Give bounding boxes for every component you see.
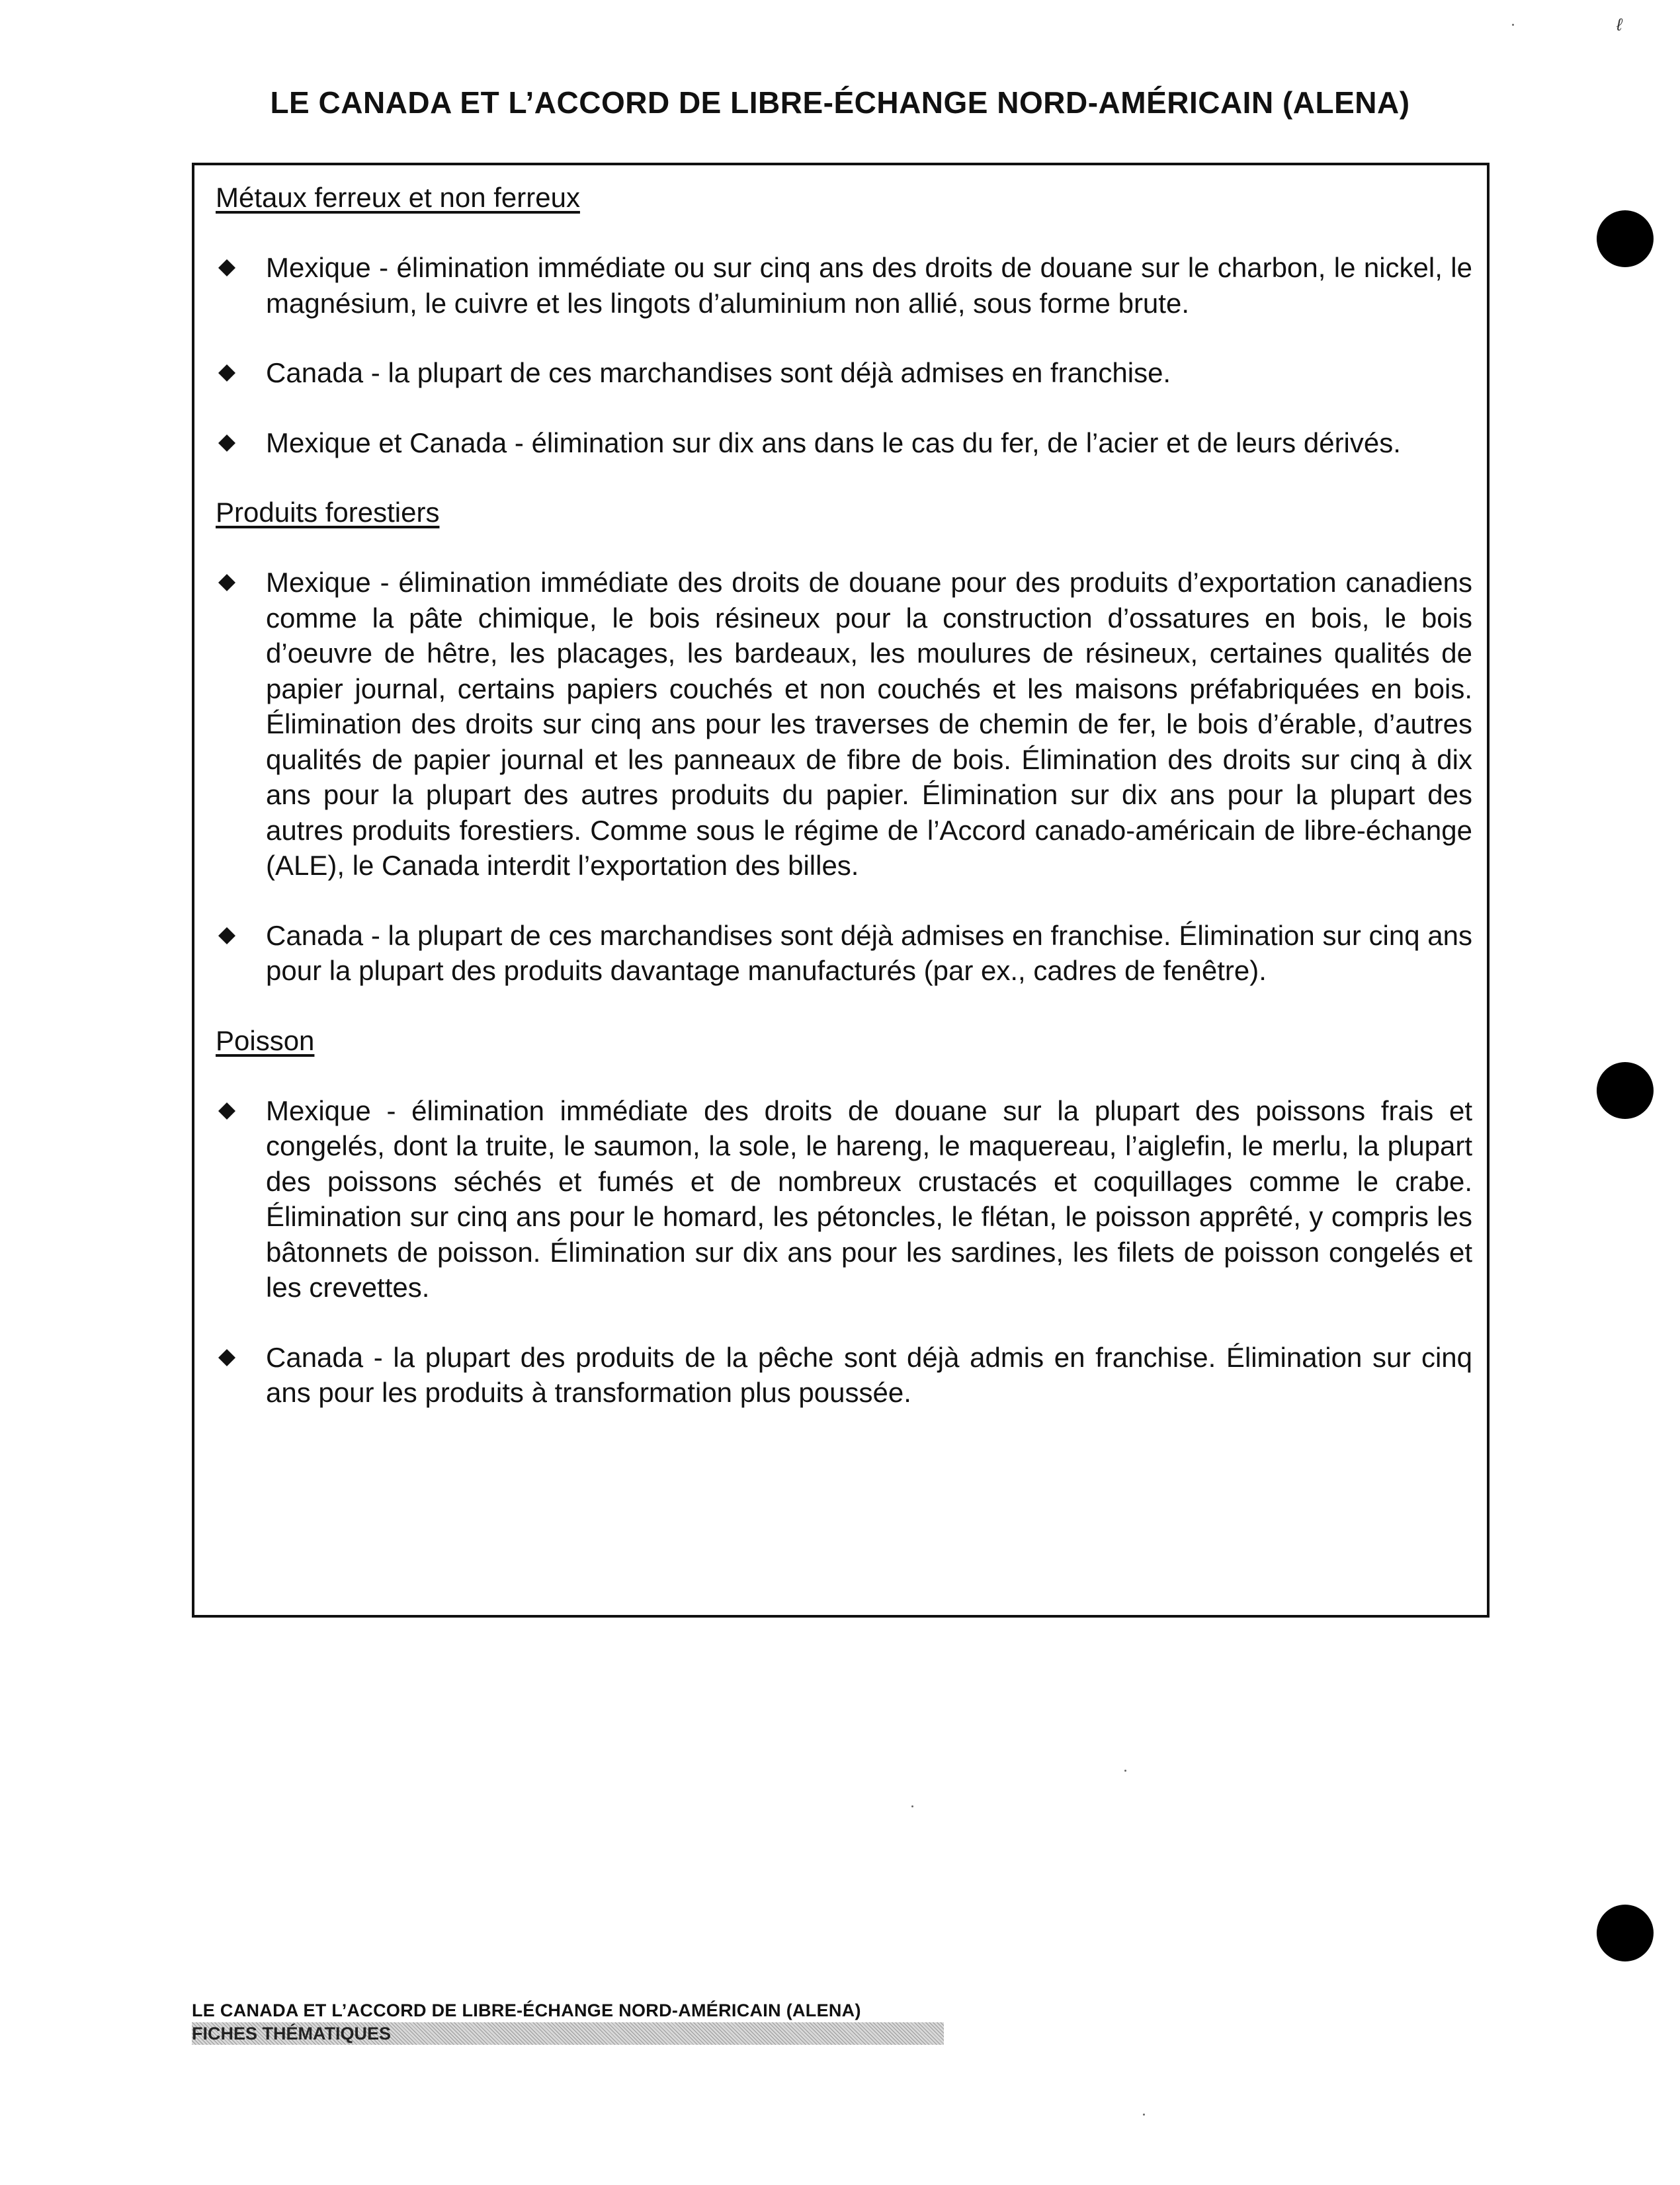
diamond-bullet-icon	[218, 927, 235, 944]
footer-title: LE CANADA ET L’ACCORD DE LIBRE-ÉCHANGE NORD-AMÉRICAIN (ALENA)	[192, 2000, 861, 2020]
section-metaux	[216, 180, 1472, 460]
list-item-text: Canada - la plupart de ces marchandises sont déjà admises en franchise.	[266, 357, 1171, 388]
list-item	[216, 250, 1472, 321]
corner-scan-mark: ℓ	[1617, 15, 1622, 34]
list-item	[216, 355, 1472, 391]
section-heading: Poisson	[216, 1024, 315, 1056]
diamond-bullet-icon	[218, 1102, 235, 1120]
list-item-text: Canada - la plupart de ces marchandises sont déjà admises en franchise. Élimination sur cinq ans pour la plupart des produits davantage manufacturés (par ex., cadres de fenêtre).	[266, 919, 1472, 986]
list-item-text: Canada - la plupart des produits de la pêche sont déjà admis en franchise. Élimination sur cinq ans pour les produits à transformation plus poussée.	[266, 1341, 1472, 1408]
list-item	[216, 425, 1472, 461]
list-item	[216, 918, 1472, 989]
diamond-bullet-icon	[218, 574, 235, 591]
diamond-bullet-icon	[218, 259, 235, 276]
scan-speck	[911, 1805, 913, 1807]
punch-hole-middle	[1597, 1062, 1654, 1119]
content-box-inner	[216, 180, 1472, 1411]
diamond-bullet-icon	[218, 1349, 235, 1366]
diamond-bullet-icon	[218, 434, 235, 452]
content-box	[192, 163, 1490, 1618]
scan-speck	[1512, 24, 1514, 26]
footer-subtitle-banner: FICHES THÉMATIQUES	[192, 2022, 944, 2045]
section-produits-forestiers	[216, 495, 1472, 989]
page-title: LE CANADA ET L’ACCORD DE LIBRE-ÉCHANGE NORD-AMÉRICAIN (ALENA)	[270, 85, 1410, 120]
list-item-text: Mexique - élimination immédiate des droits de douane sur la plupart des poissons frais et congelés, dont la truite, le saumon, la sole, le hareng, le maquereau, l’aiglefin, le merlu, la plupart des poissons séchés et fumés et de nombreux crustacés et coquillages comme le crabe. Élimination sur cinq ans pour le homard, les pétoncles, le flétan, le poisson apprêté, y compris les bâtonnets de poisson. Élimination sur dix ans pour les sardines, les filets de poisson congelés et les crevettes.	[266, 1094, 1472, 1303]
section-poisson	[216, 1023, 1472, 1411]
scan-speck	[1143, 2114, 1145, 2116]
diamond-bullet-icon	[218, 364, 235, 382]
list-item	[216, 1340, 1472, 1411]
list-item-text: Mexique - élimination immédiate ou sur cinq ans des droits de douane sur le charbon, le nickel, le magnésium, le cuivre et les lingots d’aluminium non allié, sous forme brute.	[266, 252, 1472, 319]
list-item-text: Mexique - élimination immédiate des droits de douane pour des produits d’exportation canadiens comme la pâte chimique, le bois résineux pour la construction d’ossatures en bois, le bois d’oeuvre de hêtre, les placages, les bardeaux, les moulures de résineux, certaines qualités de papier journal, certains papiers couchés et non couchés et les maisons préfabriquées en bois. Élimination des droits sur cinq ans pour les traverses de chemin de fer, le bois d’érable, d’autres qualités de papier journal et les panneaux de fibre de bois. Élimination des droits sur cinq à dix ans pour la plupart des autres produits du papier. Élimination sur dix ans pour la plupart des autres produits forestiers. Comme sous le régime de l’Accord canado-américain de libre-échange (ALE), le Canada interdit l’exportation des billes.	[266, 567, 1472, 881]
punch-hole-bottom	[1597, 1905, 1654, 1961]
list-item-text: Mexique et Canada - élimination sur dix ans dans le cas du fer, de l’acier et de leurs dérivés.	[266, 427, 1401, 458]
section-heading: Produits forestiers	[216, 497, 440, 528]
list-item	[216, 565, 1472, 884]
scan-speck	[1124, 1770, 1126, 1772]
list-item	[216, 1093, 1472, 1305]
page-footer	[192, 1999, 944, 2045]
section-heading: Métaux ferreux et non ferreux	[216, 182, 580, 213]
punch-hole-top	[1597, 210, 1654, 267]
